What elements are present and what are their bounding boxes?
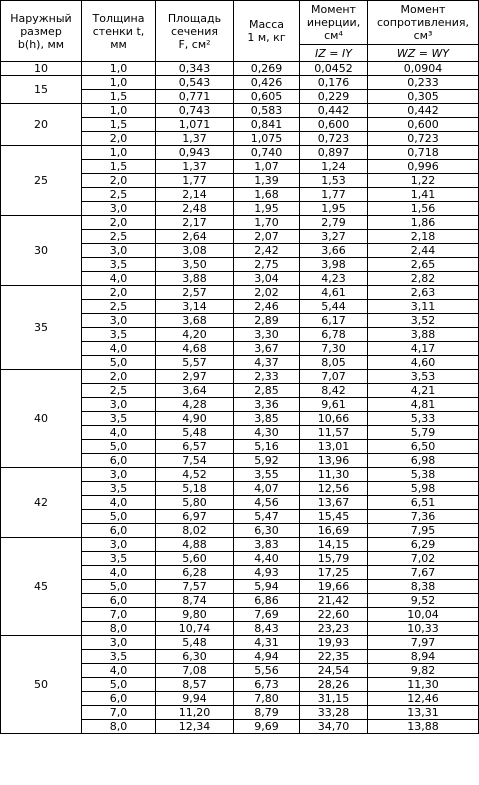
- area-cell: 3,64: [156, 384, 234, 398]
- area-cell: 11,20: [156, 706, 234, 720]
- area-cell: 5,48: [156, 636, 234, 650]
- table-row: [1, 62, 479, 76]
- resistance-cell: 2,82: [368, 272, 479, 286]
- thickness-cell: 4,0: [82, 566, 156, 580]
- size-cell: 30: [1, 216, 82, 286]
- resistance-cell: 0,442: [368, 104, 479, 118]
- inertia-cell: 4,61: [300, 286, 368, 300]
- inertia-cell: 19,66: [300, 580, 368, 594]
- header-thickness-line-2: стенки t,: [92, 24, 145, 38]
- thickness-cell: 6,0: [82, 692, 156, 706]
- header-inertia-line-1: Момент: [311, 3, 356, 16]
- inertia-cell: 21,42: [300, 594, 368, 608]
- resistance-cell: 4,21: [368, 384, 479, 398]
- thickness-cell: 7,0: [82, 706, 156, 720]
- inertia-cell: 28,26: [300, 678, 368, 692]
- resistance-cell: 3,52: [368, 314, 479, 328]
- area-cell: 10,74: [156, 622, 234, 636]
- mass-cell: 4,93: [234, 566, 300, 580]
- thickness-cell: 3,0: [82, 202, 156, 216]
- mass-cell: 6,86: [234, 594, 300, 608]
- header-area: [156, 1, 234, 62]
- mass-cell: 2,75: [234, 258, 300, 272]
- area-cell: 9,94: [156, 692, 234, 706]
- resistance-cell: 7,97: [368, 636, 479, 650]
- area-cell: 5,80: [156, 496, 234, 510]
- inertia-cell: 10,66: [300, 412, 368, 426]
- area-cell: 1,37: [156, 132, 234, 146]
- mass-cell: 2,46: [234, 300, 300, 314]
- mass-cell: 7,69: [234, 608, 300, 622]
- mass-cell: 0,740: [234, 146, 300, 160]
- header-inertia: [300, 1, 368, 45]
- area-cell: 1,071: [156, 118, 234, 132]
- header-thickness-line-3: мм: [110, 37, 127, 51]
- inertia-cell: 34,70: [300, 720, 368, 734]
- resistance-cell: 13,88: [368, 720, 479, 734]
- thickness-cell: 2,5: [82, 230, 156, 244]
- mass-cell: 3,83: [234, 538, 300, 552]
- mass-cell: 2,33: [234, 370, 300, 384]
- mass-cell: 4,40: [234, 552, 300, 566]
- header-resistance-line-2: сопротивления,: [377, 16, 469, 29]
- thickness-cell: 4,0: [82, 272, 156, 286]
- thickness-cell: 5,0: [82, 510, 156, 524]
- mass-cell: 2,42: [234, 244, 300, 258]
- header-inertia-line-2: инерции,: [306, 16, 361, 29]
- area-cell: 4,90: [156, 412, 234, 426]
- area-cell: 7,57: [156, 580, 234, 594]
- table-row: [1, 76, 479, 90]
- thickness-cell: 3,5: [82, 650, 156, 664]
- mass-cell: 7,80: [234, 692, 300, 706]
- area-cell: 7,08: [156, 664, 234, 678]
- header-resistance-line-1: Момент: [400, 3, 446, 16]
- thickness-cell: 3,0: [82, 636, 156, 650]
- area-cell: 2,48: [156, 202, 234, 216]
- mass-cell: 0,426: [234, 76, 300, 90]
- area-cell: 8,57: [156, 678, 234, 692]
- inertia-cell: 11,57: [300, 426, 368, 440]
- resistance-cell: 3,53: [368, 370, 479, 384]
- table-row: [1, 146, 479, 160]
- mass-cell: 5,92: [234, 454, 300, 468]
- thickness-cell: 2,0: [82, 174, 156, 188]
- area-cell: 3,14: [156, 300, 234, 314]
- resistance-cell: 7,95: [368, 524, 479, 538]
- thickness-cell: 3,5: [82, 482, 156, 496]
- mass-cell: 6,30: [234, 524, 300, 538]
- resistance-cell: 7,36: [368, 510, 479, 524]
- area-cell: 2,14: [156, 188, 234, 202]
- thickness-cell: 6,0: [82, 594, 156, 608]
- table-row: [1, 636, 479, 650]
- header-mass: [234, 1, 300, 62]
- resistance-cell: 12,46: [368, 692, 479, 706]
- inertia-cell: 31,15: [300, 692, 368, 706]
- resistance-cell: 6,50: [368, 440, 479, 454]
- area-cell: 2,97: [156, 370, 234, 384]
- resistance-cell: 7,67: [368, 566, 479, 580]
- inertia-cell: 33,28: [300, 706, 368, 720]
- resistance-cell: 11,30: [368, 678, 479, 692]
- header-size-line-1: Наружный: [10, 11, 72, 25]
- inertia-cell: 12,56: [300, 482, 368, 496]
- thickness-cell: 2,0: [82, 286, 156, 300]
- header-size: [1, 1, 82, 62]
- thickness-cell: 3,0: [82, 398, 156, 412]
- inertia-cell: 13,01: [300, 440, 368, 454]
- thickness-cell: 3,5: [82, 412, 156, 426]
- area-cell: 1,77: [156, 174, 234, 188]
- area-cell: 5,57: [156, 356, 234, 370]
- resistance-cell: 10,04: [368, 608, 479, 622]
- inertia-cell: 0,442: [300, 104, 368, 118]
- inertia-cell: 4,23: [300, 272, 368, 286]
- area-cell: 0,771: [156, 90, 234, 104]
- resistance-cell: 2,63: [368, 286, 479, 300]
- table-row: [1, 468, 479, 482]
- thickness-cell: 5,0: [82, 580, 156, 594]
- header-thickness: [82, 1, 156, 62]
- area-cell: 6,97: [156, 510, 234, 524]
- size-cell: 25: [1, 146, 82, 216]
- resistance-formula: WZ = WY: [368, 45, 479, 62]
- thickness-cell: 1,0: [82, 146, 156, 160]
- resistance-cell: 0,723: [368, 132, 479, 146]
- thickness-cell: 3,5: [82, 328, 156, 342]
- inertia-cell: 19,93: [300, 636, 368, 650]
- thickness-cell: 3,5: [82, 258, 156, 272]
- area-cell: 0,743: [156, 104, 234, 118]
- mass-cell: 4,37: [234, 356, 300, 370]
- thickness-cell: 1,5: [82, 118, 156, 132]
- area-cell: 4,88: [156, 538, 234, 552]
- size-cell: 15: [1, 76, 82, 104]
- inertia-cell: 6,17: [300, 314, 368, 328]
- inertia-cell: 1,95: [300, 202, 368, 216]
- inertia-cell: 8,05: [300, 356, 368, 370]
- inertia-cell: 8,42: [300, 384, 368, 398]
- area-cell: 5,18: [156, 482, 234, 496]
- inertia-cell: 1,53: [300, 174, 368, 188]
- mass-cell: 2,07: [234, 230, 300, 244]
- area-cell: 2,57: [156, 286, 234, 300]
- area-cell: 12,34: [156, 720, 234, 734]
- mass-cell: 5,56: [234, 664, 300, 678]
- inertia-formula: IZ = IY: [300, 45, 368, 62]
- thickness-cell: 1,0: [82, 62, 156, 76]
- inertia-cell: 0,176: [300, 76, 368, 90]
- area-cell: 3,68: [156, 314, 234, 328]
- resistance-cell: 10,33: [368, 622, 479, 636]
- table-row: [1, 286, 479, 300]
- resistance-cell: 1,56: [368, 202, 479, 216]
- area-cell: 2,17: [156, 216, 234, 230]
- header-thickness-line-1: Толщина: [92, 11, 145, 25]
- header-mass-line-2: 1 м, кг: [247, 31, 286, 44]
- inertia-cell: 3,27: [300, 230, 368, 244]
- resistance-cell: 0,305: [368, 90, 479, 104]
- table-row: [1, 538, 479, 552]
- mass-cell: 0,583: [234, 104, 300, 118]
- mass-cell: 6,73: [234, 678, 300, 692]
- thickness-cell: 1,5: [82, 90, 156, 104]
- inertia-cell: 3,66: [300, 244, 368, 258]
- mass-cell: 4,94: [234, 650, 300, 664]
- size-cell: 50: [1, 636, 82, 734]
- thickness-cell: 3,0: [82, 468, 156, 482]
- inertia-cell: 5,44: [300, 300, 368, 314]
- inertia-cell: 0,229: [300, 90, 368, 104]
- thickness-cell: 2,5: [82, 300, 156, 314]
- header-area-line-1: Площадь: [167, 11, 222, 25]
- thickness-cell: 1,5: [82, 160, 156, 174]
- header-area-line-2: сечения: [170, 24, 219, 38]
- resistance-cell: 0,0904: [368, 62, 479, 76]
- thickness-cell: 4,0: [82, 664, 156, 678]
- mass-cell: 3,30: [234, 328, 300, 342]
- thickness-cell: 7,0: [82, 608, 156, 622]
- mass-cell: 3,85: [234, 412, 300, 426]
- inertia-cell: 16,69: [300, 524, 368, 538]
- mass-cell: 5,94: [234, 580, 300, 594]
- inertia-cell: 7,30: [300, 342, 368, 356]
- area-cell: 9,80: [156, 608, 234, 622]
- header-size-line-2: размер: [20, 24, 62, 38]
- area-cell: 2,64: [156, 230, 234, 244]
- inertia-cell: 3,98: [300, 258, 368, 272]
- size-cell: 35: [1, 286, 82, 370]
- area-cell: 0,943: [156, 146, 234, 160]
- mass-cell: 2,85: [234, 384, 300, 398]
- mass-cell: 1,075: [234, 132, 300, 146]
- mass-cell: 3,36: [234, 398, 300, 412]
- resistance-cell: 5,38: [368, 468, 479, 482]
- inertia-cell: 6,78: [300, 328, 368, 342]
- mass-cell: 8,79: [234, 706, 300, 720]
- area-cell: 4,68: [156, 342, 234, 356]
- thickness-cell: 2,5: [82, 188, 156, 202]
- resistance-cell: 0,233: [368, 76, 479, 90]
- inertia-cell: 2,79: [300, 216, 368, 230]
- resistance-cell: 4,81: [368, 398, 479, 412]
- inertia-cell: 24,54: [300, 664, 368, 678]
- resistance-cell: 1,22: [368, 174, 479, 188]
- header-resistance: [368, 1, 479, 45]
- area-cell: 4,28: [156, 398, 234, 412]
- size-cell: 45: [1, 538, 82, 636]
- resistance-cell: 1,86: [368, 216, 479, 230]
- mass-cell: 3,55: [234, 468, 300, 482]
- mass-cell: 4,31: [234, 636, 300, 650]
- area-cell: 7,54: [156, 454, 234, 468]
- area-cell: 6,57: [156, 440, 234, 454]
- header-row: [1, 1, 479, 45]
- inertia-cell: 1,24: [300, 160, 368, 174]
- resistance-cell: 4,60: [368, 356, 479, 370]
- resistance-cell: 13,31: [368, 706, 479, 720]
- inertia-cell: 7,07: [300, 370, 368, 384]
- size-cell: 42: [1, 468, 82, 538]
- resistance-cell: 2,18: [368, 230, 479, 244]
- inertia-cell: 15,45: [300, 510, 368, 524]
- thickness-cell: 4,0: [82, 342, 156, 356]
- area-cell: 5,48: [156, 426, 234, 440]
- inertia-cell: 15,79: [300, 552, 368, 566]
- area-cell: 0,343: [156, 62, 234, 76]
- inertia-cell: 22,35: [300, 650, 368, 664]
- resistance-cell: 6,98: [368, 454, 479, 468]
- resistance-cell: 0,996: [368, 160, 479, 174]
- mass-cell: 1,95: [234, 202, 300, 216]
- resistance-cell: 6,51: [368, 496, 479, 510]
- resistance-cell: 2,65: [368, 258, 479, 272]
- mass-cell: 8,43: [234, 622, 300, 636]
- table-row: [1, 370, 479, 384]
- thickness-cell: 1,0: [82, 76, 156, 90]
- resistance-cell: 0,600: [368, 118, 479, 132]
- thickness-cell: 8,0: [82, 622, 156, 636]
- thickness-cell: 8,0: [82, 720, 156, 734]
- table-body: [1, 62, 479, 734]
- table-row: [1, 104, 479, 118]
- inertia-cell: 1,77: [300, 188, 368, 202]
- thickness-cell: 3,0: [82, 314, 156, 328]
- area-cell: 6,28: [156, 566, 234, 580]
- resistance-cell: 2,44: [368, 244, 479, 258]
- thickness-cell: 2,0: [82, 132, 156, 146]
- thickness-cell: 5,0: [82, 678, 156, 692]
- mass-cell: 2,02: [234, 286, 300, 300]
- mass-cell: 1,68: [234, 188, 300, 202]
- area-cell: 3,08: [156, 244, 234, 258]
- inertia-cell: 23,23: [300, 622, 368, 636]
- area-cell: 3,88: [156, 272, 234, 286]
- mass-cell: 4,56: [234, 496, 300, 510]
- area-cell: 5,60: [156, 552, 234, 566]
- thickness-cell: 6,0: [82, 524, 156, 538]
- mass-cell: 4,30: [234, 426, 300, 440]
- inertia-cell: 13,67: [300, 496, 368, 510]
- mass-cell: 2,89: [234, 314, 300, 328]
- inertia-cell: 17,25: [300, 566, 368, 580]
- size-cell: 20: [1, 104, 82, 146]
- mass-cell: 1,70: [234, 216, 300, 230]
- mass-cell: 0,841: [234, 118, 300, 132]
- mass-cell: 1,07: [234, 160, 300, 174]
- resistance-cell: 8,94: [368, 650, 479, 664]
- mass-cell: 1,39: [234, 174, 300, 188]
- inertia-cell: 14,15: [300, 538, 368, 552]
- inertia-cell: 0,0452: [300, 62, 368, 76]
- inertia-cell: 11,30: [300, 468, 368, 482]
- area-cell: 0,543: [156, 76, 234, 90]
- area-cell: 3,50: [156, 258, 234, 272]
- thickness-cell: 5,0: [82, 440, 156, 454]
- size-cell: 40: [1, 370, 82, 468]
- header-mass-line-1: Масса: [248, 18, 285, 31]
- area-cell: 4,52: [156, 468, 234, 482]
- area-cell: 8,74: [156, 594, 234, 608]
- resistance-cell: 9,52: [368, 594, 479, 608]
- resistance-cell: 3,11: [368, 300, 479, 314]
- size-cell: 10: [1, 62, 82, 76]
- thickness-cell: 2,5: [82, 384, 156, 398]
- header-area-line-3: F, см²: [178, 37, 211, 51]
- resistance-cell: 7,02: [368, 552, 479, 566]
- thickness-cell: 1,0: [82, 104, 156, 118]
- resistance-cell: 9,82: [368, 664, 479, 678]
- thickness-cell: 4,0: [82, 496, 156, 510]
- thickness-cell: 4,0: [82, 426, 156, 440]
- mass-cell: 0,605: [234, 90, 300, 104]
- mass-cell: 5,16: [234, 440, 300, 454]
- resistance-cell: 0,718: [368, 146, 479, 160]
- mass-cell: 9,69: [234, 720, 300, 734]
- inertia-cell: 0,723: [300, 132, 368, 146]
- inertia-cell: 9,61: [300, 398, 368, 412]
- header-size-line-3: b(h), мм: [17, 37, 65, 51]
- inertia-cell: 0,600: [300, 118, 368, 132]
- header-inertia-line-3: см⁴: [324, 29, 343, 42]
- area-cell: 1,37: [156, 160, 234, 174]
- mass-cell: 3,67: [234, 342, 300, 356]
- area-cell: 6,30: [156, 650, 234, 664]
- thickness-cell: 3,0: [82, 538, 156, 552]
- inertia-cell: 0,897: [300, 146, 368, 160]
- inertia-cell: 22,60: [300, 608, 368, 622]
- header-resistance-line-3: см³: [413, 29, 433, 42]
- thickness-cell: 2,0: [82, 216, 156, 230]
- mass-cell: 0,269: [234, 62, 300, 76]
- resistance-cell: 1,41: [368, 188, 479, 202]
- table-row: [1, 216, 479, 230]
- mass-cell: 5,47: [234, 510, 300, 524]
- resistance-cell: 6,29: [368, 538, 479, 552]
- resistance-cell: 5,98: [368, 482, 479, 496]
- resistance-cell: 5,33: [368, 412, 479, 426]
- mass-cell: 4,07: [234, 482, 300, 496]
- thickness-cell: 2,0: [82, 370, 156, 384]
- mass-cell: 3,04: [234, 272, 300, 286]
- resistance-cell: 4,17: [368, 342, 479, 356]
- resistance-cell: 3,88: [368, 328, 479, 342]
- area-cell: 4,20: [156, 328, 234, 342]
- area-cell: 8,02: [156, 524, 234, 538]
- thickness-cell: 3,0: [82, 244, 156, 258]
- thickness-cell: 3,5: [82, 552, 156, 566]
- thickness-cell: 6,0: [82, 454, 156, 468]
- resistance-cell: 8,38: [368, 580, 479, 594]
- inertia-cell: 13,96: [300, 454, 368, 468]
- thickness-cell: 5,0: [82, 356, 156, 370]
- resistance-cell: 5,79: [368, 426, 479, 440]
